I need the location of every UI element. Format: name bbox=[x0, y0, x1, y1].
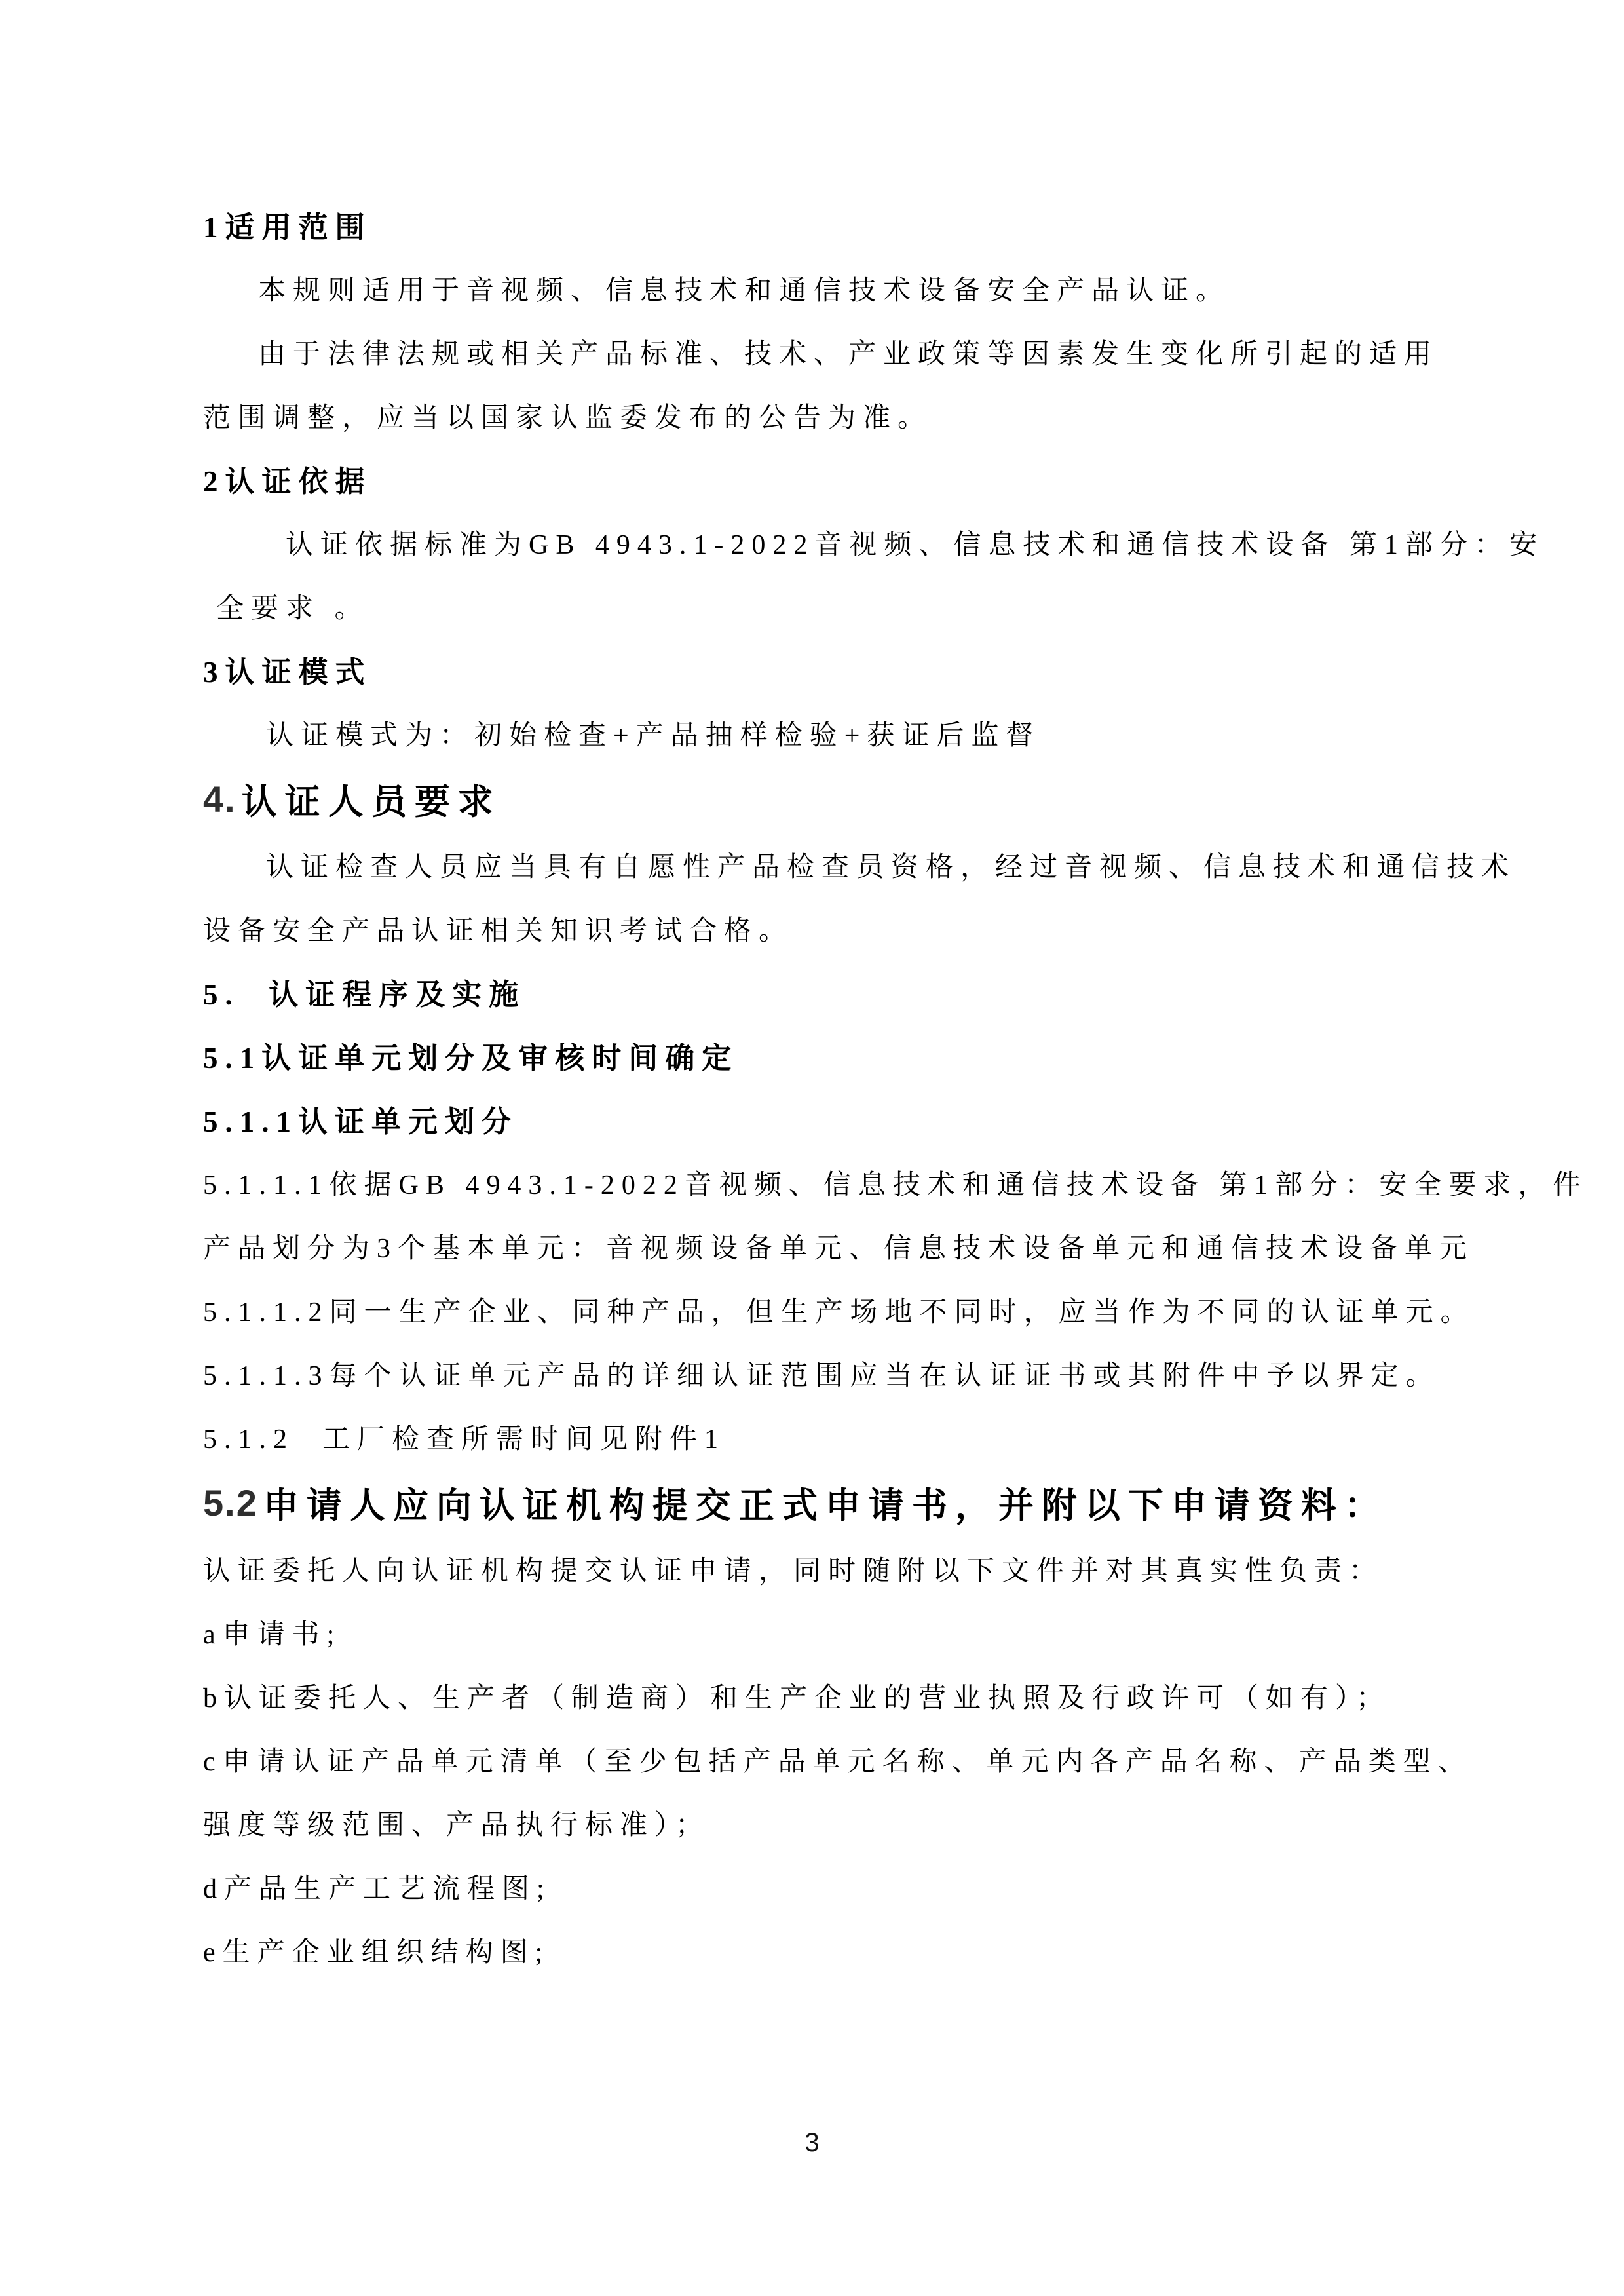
heading-basis-text: 2认证依据 bbox=[203, 465, 372, 498]
para-mode-1-text: 认证模式为：初始检查+产品抽样检验+获证后监督 bbox=[266, 720, 1041, 751]
list-item-a-text: a申请书; bbox=[203, 1619, 342, 1650]
heading-mode-text: 3认证模式 bbox=[203, 656, 372, 689]
list-item-d-text: d产品生产工艺流程图; bbox=[203, 1873, 552, 1904]
para-personnel-2 bbox=[203, 896, 1513, 960]
para-basis-1 bbox=[203, 510, 1544, 574]
para-basis-2 bbox=[203, 574, 1513, 638]
para-personnel-1-text: 认证检查人员应当具有自愿性产品检查员资格，经过音视频、信息技术和通信技术 bbox=[266, 852, 1517, 883]
list-item-b-text: b认证委托人、生产者（制造商）和生产企业的营业执照及行政许可（如有）； bbox=[203, 1683, 1391, 1713]
list-item-c-1 bbox=[203, 1727, 1513, 1791]
heading-scope bbox=[203, 193, 1513, 256]
list-item-c-1-text: c申请认证产品单元清单（至少包括产品单元名称、单元内各产品名称、产品类型、 bbox=[203, 1746, 1473, 1777]
para-factory-inspection-time-text: 5.1.2 工厂检查所需时间见附件1 bbox=[203, 1424, 726, 1455]
heading-basis bbox=[203, 447, 1513, 510]
para-basis-1-text: 认证依据标准为GB 4943.1-2022音视频、信息技术和通信技术设备 第1部分：安 bbox=[286, 529, 1544, 560]
para-personnel-2-text: 设备安全产品认证相关知识考试合格。 bbox=[203, 915, 794, 946]
para-unit-5111-2 bbox=[203, 1214, 1513, 1278]
para-unit-5113 bbox=[203, 1341, 1513, 1405]
para-factory-inspection-time bbox=[203, 1405, 1513, 1468]
para-unit-5111-2-text: 产品划分为3个基本单元：音视频设备单元、信息技术设备单元和通信技术设备单元 bbox=[203, 1233, 1475, 1264]
heading-application-number: 5.2 bbox=[203, 1482, 258, 1523]
heading-procedure bbox=[203, 960, 1513, 1024]
heading-scope-text: 1适用范围 bbox=[203, 211, 372, 244]
para-scope-3-text: 范围调整，应当以国家认监委发布的公告为准。 bbox=[203, 402, 933, 433]
para-scope-3 bbox=[203, 383, 1513, 447]
para-unit-5111-1-text: 5.1.1.1依据GB 4943.1-2022音视频、信息技术和通信技术设备 第1部分：安全要求，件 bbox=[203, 1170, 1588, 1200]
heading-unit-division-time bbox=[203, 1024, 1513, 1087]
heading-personnel bbox=[203, 765, 1513, 833]
para-unit-5112 bbox=[203, 1278, 1513, 1341]
para-scope-2-text: 由于法律法规或相关产品标准、技术、产业政策等因素发生变化所引起的适用 bbox=[258, 339, 1439, 370]
para-mode-1 bbox=[203, 701, 1513, 765]
para-scope-2 bbox=[203, 320, 1513, 383]
list-item-e bbox=[203, 1918, 1513, 1981]
list-item-a bbox=[203, 1600, 1513, 1664]
list-item-c-2 bbox=[203, 1791, 1513, 1854]
para-unit-5111-1 bbox=[203, 1151, 1588, 1214]
list-item-d bbox=[203, 1854, 1513, 1918]
para-personnel-1 bbox=[203, 833, 1517, 896]
para-scope-1 bbox=[203, 256, 1513, 320]
heading-unit-division-time-text: 5.1认证单元划分及审核时间确定 bbox=[203, 1042, 739, 1075]
heading-application-text: 申请人应向认证机构提交正式申请书，并附以下申请资料： bbox=[263, 1485, 1388, 1525]
list-item-e-text: e生产企业组织结构图; bbox=[203, 1937, 550, 1968]
para-basis-2-text: 全要求 。 bbox=[216, 593, 369, 624]
heading-personnel-number: 4. bbox=[203, 778, 236, 820]
heading-personnel-text: 认证人员要求 bbox=[241, 782, 501, 822]
para-unit-5113-text: 5.1.1.3每个认证单元产品的详细认证范围应当在认证证书或其附件中予以界定。 bbox=[203, 1360, 1441, 1391]
para-scope-1-text: 本规则适用于音视频、信息技术和通信技术设备安全产品认证。 bbox=[258, 275, 1231, 306]
heading-procedure-text: 5. 认证程序及实施 bbox=[203, 978, 526, 1011]
heading-mode bbox=[203, 638, 1513, 701]
document-body bbox=[203, 193, 1588, 1981]
list-item-b bbox=[203, 1664, 1513, 1727]
para-application-intro-text: 认证委托人向认证机构提交认证申请，同时随附以下文件并对其真实性负责： bbox=[203, 1556, 1384, 1586]
heading-unit-division bbox=[203, 1087, 1513, 1151]
heading-application bbox=[203, 1468, 1513, 1537]
page-number: 3 bbox=[804, 2128, 820, 2157]
heading-unit-division-text: 5.1.1认证单元划分 bbox=[203, 1105, 519, 1138]
para-application-intro bbox=[203, 1537, 1513, 1600]
para-unit-5112-text: 5.1.1.2同一生产企业、同种产品，但生产场地不同时，应当作为不同的认证单元。 bbox=[203, 1297, 1475, 1328]
list-item-c-2-text: 强度等级范围、产品执行标准）； bbox=[203, 1810, 711, 1841]
